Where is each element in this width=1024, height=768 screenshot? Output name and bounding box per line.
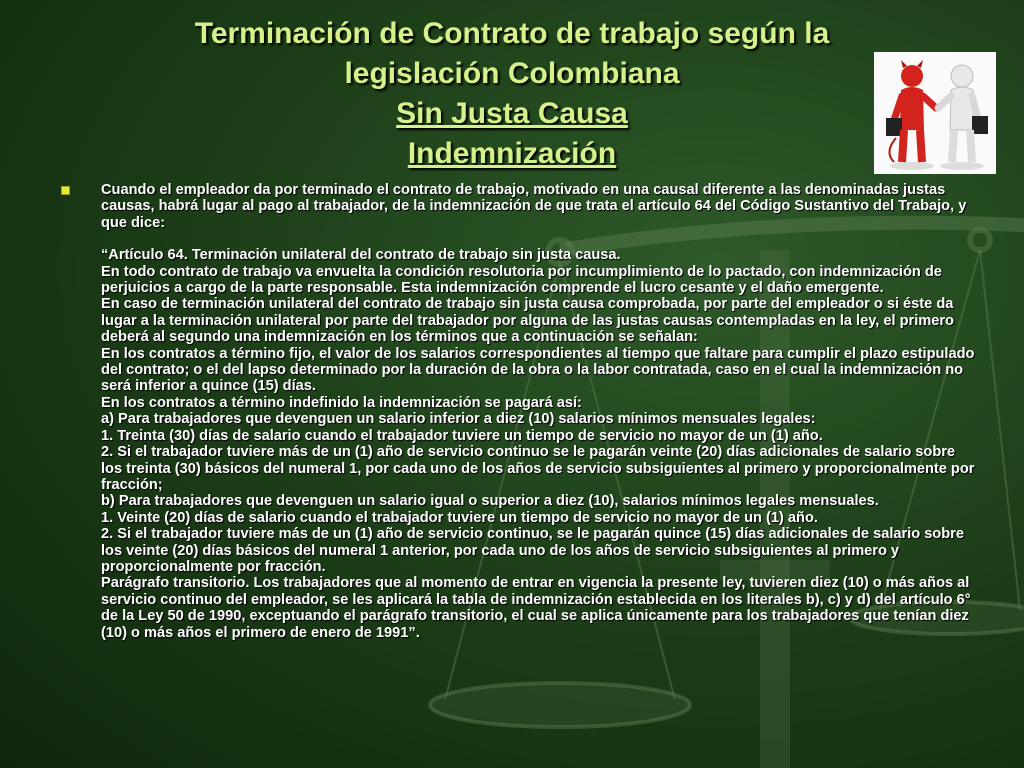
paragraph-2: En caso de terminación unilateral del contrato de trabajo sin justa causa comprobada, por parte del empleador o si éste da lugar a la terminación unilateral por parte del trabajador por alguna de las justas causas contempladas en la ley, el primero deberá al segundo una indemnización en los términos que a continuación se señalan: (101, 296, 954, 346)
title-line-1: Terminación de Contrato de trabajo según la (194, 17, 830, 50)
title-subtitle-indemnizacion: Indemnización (407, 137, 617, 170)
paragraph-1: En todo contrato de trabajo va envuelta la condición resolutoria por incumplimiento de lo pactado, con indemnización de perjuicios a cargo de la parte responsable. Esta indemnización comprende el lucro cesante y el daño emergente. (101, 263, 942, 297)
paragraph-4: En los contratos a término indefinido la indemnización se pagará así: (101, 394, 582, 411)
slide-title (100, 14, 924, 174)
item-a-2: 2. Si el trabajador tuviere más de un (1) año de servicio continuo se le pagarán veinte (20) días adicionales de salario sobre los treinta (30) básicos del numeral 1, por cada uno de los años de servicio subsiguientes al primero y proporcionalmente por fracción; (101, 444, 975, 493)
item-a-1: 1. Treinta (30) días de salario cuando el trabajador tuviere un tiempo de servicio no mayor de un (1) año. (101, 427, 823, 444)
article-title: “Artículo 64. Terminación unilateral del contrato de trabajo sin justa causa. (101, 247, 621, 264)
spacer (101, 231, 976, 247)
item-b-2: 2. Si el trabajador tuviere más de un (1) año de servicio continuo, se le pagarán quince (15) días adicionales de salario sobre los veinte (20) días básicos del numeral 1 anterior, por cada uno de los años de servicio subsiguientes al primero y proporcionalmente por fracción. (101, 526, 964, 575)
bullet-icon (61, 186, 70, 195)
body-text (101, 182, 976, 641)
item-b-1: 1. Veinte (20) días de salario cuando el trabajador tuviere un tiempo de servicio no mayor de un (1) año. (101, 509, 818, 526)
paragraph-3: En los contratos a término fijo, el valor de los salarios correspondientes al tiempo que faltare para cumplir el plazo estipulado del contrato; o el del lapso determinado por la duración de la obra o la labor contratada, caso en el cual la indemnización no será inferior a quince (15) días. (101, 345, 975, 395)
title-subtitle-sin-justa-causa: Sin Justa Causa (396, 97, 628, 130)
item-b: b) Para trabajadores que devenguen un salario igual o superior a diez (10), salarios mínimos legales mensuales. (101, 493, 879, 510)
title-line-2: legislación Colombiana (344, 57, 680, 90)
handshake-devil-angel-icon (874, 52, 996, 174)
paragrafo-transitorio: Parágrafo transitorio. Los trabajadores que al momento de entrar en vigencia la presente ley, tuvieren diez (10) o más años al servicio continuo del empleador, se les aplicará la tabla de indemnización establecida en los literales b), c) y d) del artículo 6° de la Ley 50 de 1990, exceptuando el parágrafo transitorio, el cual se aplica únicamente para los trabajadores que tenían diez (10) o más años el primero de enero de 1991”. (101, 575, 971, 641)
item-a: a) Para trabajadores que devenguen un salario inferior a diez (10) salarios mínimos mensuales legales: (101, 411, 816, 428)
intro-paragraph: Cuando el empleador da por terminado el contrato de trabajo, motivado en una causal diferente a las denominadas justas causas, habrá lugar al pago al trabajador, de la indemnización de que trata el artículo 64 del Código Sustantivo del Trabajo, y que dice: (101, 182, 967, 231)
handshake-clipart (874, 52, 996, 174)
